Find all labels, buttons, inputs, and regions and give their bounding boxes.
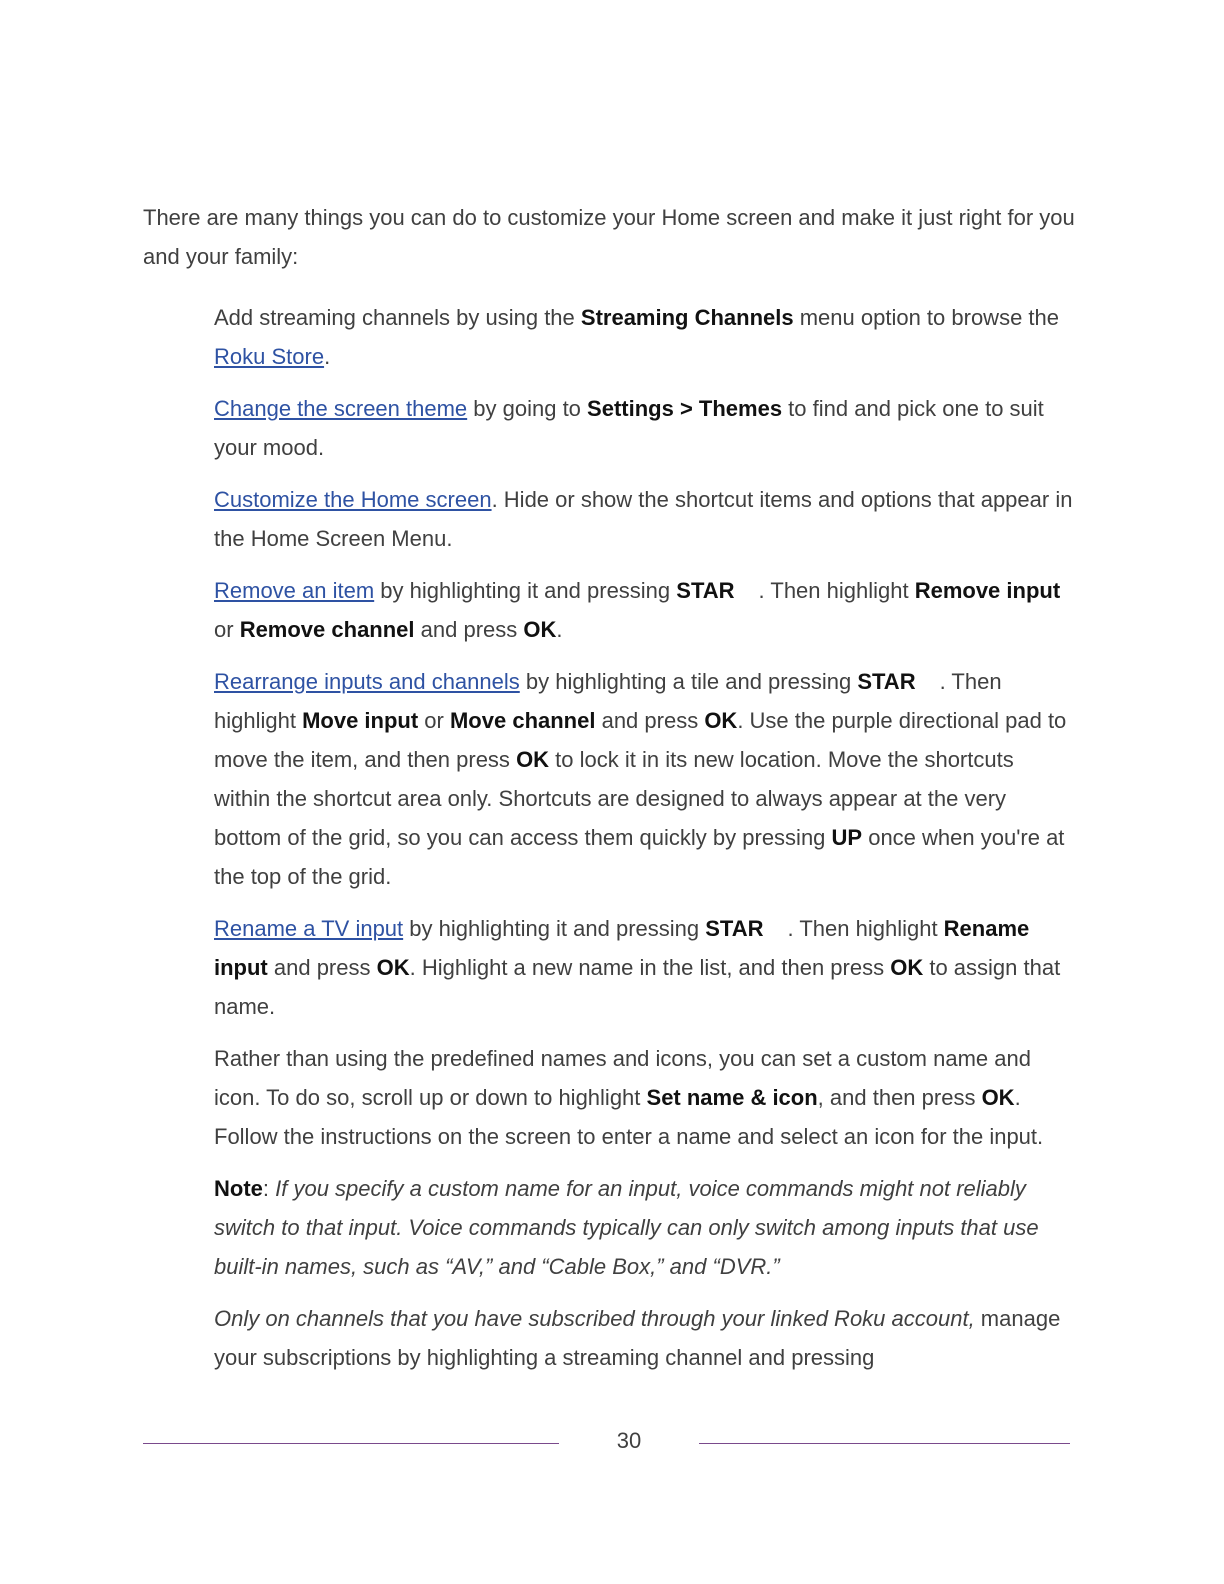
text: or [418, 708, 450, 733]
rename-input-link[interactable]: Rename a TV input [214, 916, 404, 941]
text: . Then highlight [758, 578, 915, 603]
set-name-icon-label: Set name & icon [646, 1085, 818, 1110]
text: by going to [467, 396, 588, 421]
rename-input-item [214, 909, 1074, 1026]
change-theme-link[interactable]: Change the screen theme [214, 396, 468, 421]
star-key-label: STAR [857, 669, 916, 694]
change-theme-item [214, 389, 1074, 467]
text: . Highlight a new name in the list, and then press [409, 955, 891, 980]
up-key-label: UP [831, 825, 863, 850]
text: to lock it in its new location. Move the shortcuts within the shortcut area only. Shortcuts are designed to always appear at the very bottom of the grid, so you can access them quickly by pressing [214, 747, 1014, 850]
ok-key-label: OK [376, 955, 410, 980]
subscriptions-paragraph [214, 1299, 1074, 1377]
star-key-label: STAR [705, 916, 764, 941]
rearrange-link[interactable]: Rearrange inputs and channels [214, 669, 520, 694]
footer-rule-left [143, 1443, 559, 1444]
remove-input-label: Remove input [914, 578, 1061, 603]
text: or [214, 617, 240, 642]
text: Add streaming channels by using the [214, 305, 581, 330]
move-channel-label: Move channel [449, 708, 596, 733]
ok-key-label: OK [523, 617, 557, 642]
intro-paragraph: There are many things you can do to customize your Home screen and make it just right for you and your family: [143, 205, 1075, 269]
text: . [324, 344, 331, 369]
text: by highlighting it and pressing [403, 916, 706, 941]
rename-input-label: Rename input [214, 916, 1030, 980]
ok-key-label: OK [516, 747, 550, 772]
text: menu option to browse the [793, 305, 1059, 330]
text: to find and pick one to suit your mood. [214, 396, 1044, 460]
roku-store-link[interactable]: Roku Store [214, 344, 325, 369]
ok-key-label: OK [890, 955, 924, 980]
text: . Use the purple directional pad to move the item, and then press [214, 708, 1067, 772]
settings-themes-label: Settings > Themes [587, 396, 783, 421]
text: . Then highlight [787, 916, 944, 941]
footer-rule-right [699, 1443, 1070, 1444]
text: and press [267, 955, 377, 980]
custom-name-paragraph [214, 1039, 1074, 1156]
subscriptions-qualifier: Only on channels that you have subscribed through your linked Roku account, [214, 1306, 975, 1331]
text: by highlighting it and pressing [374, 578, 677, 603]
note-text: If you specify a custom name for an input, voice commands might not reliably switch to that input. Voice commands typically can only switch among inputs that use built-in names, such as “AV,” and “Cable Box,” and “DVR.” [214, 1176, 1039, 1279]
ok-key-label: OK [704, 708, 738, 733]
remove-item-link[interactable]: Remove an item [214, 578, 375, 603]
ok-key-label: OK [981, 1085, 1015, 1110]
star-key-label: STAR [676, 578, 735, 603]
text: once when you're at the top of the grid. [214, 825, 1065, 889]
customization-list [214, 298, 1074, 1390]
text: Rather than using the predefined names and icons, you can set a custom name and icon. To do so, scroll up or down to highlight [214, 1046, 1031, 1110]
text: and press [595, 708, 705, 733]
text: . Then highlight [214, 669, 1002, 733]
text: . Follow the instructions on the screen to enter a name and select an icon for the input. [214, 1085, 1044, 1149]
remove-channel-label: Remove channel [239, 617, 415, 642]
text: to assign that name. [214, 955, 1061, 1019]
add-channels-item [214, 298, 1074, 376]
remove-item-item [214, 571, 1074, 649]
text: . Hide or show the shortcut items and options that appear in the Home Screen Menu. [214, 487, 1073, 551]
customize-home-item [214, 480, 1074, 558]
text: and press [414, 617, 524, 642]
customize-home-link[interactable]: Customize the Home screen [214, 487, 492, 512]
text: : [262, 1176, 276, 1201]
streaming-channels-label: Streaming Channels [580, 305, 794, 330]
text: . [556, 617, 563, 642]
note-paragraph [214, 1169, 1074, 1286]
note-label: Note [214, 1176, 263, 1201]
text: , and then press [817, 1085, 982, 1110]
move-input-label: Move input [302, 708, 419, 733]
text: manage your subscriptions by highlighting a streaming channel and pressing [214, 1306, 1061, 1370]
rearrange-item [214, 662, 1074, 896]
page-number: 30 [616, 1428, 642, 1453]
text: by highlighting a tile and pressing [519, 669, 858, 694]
